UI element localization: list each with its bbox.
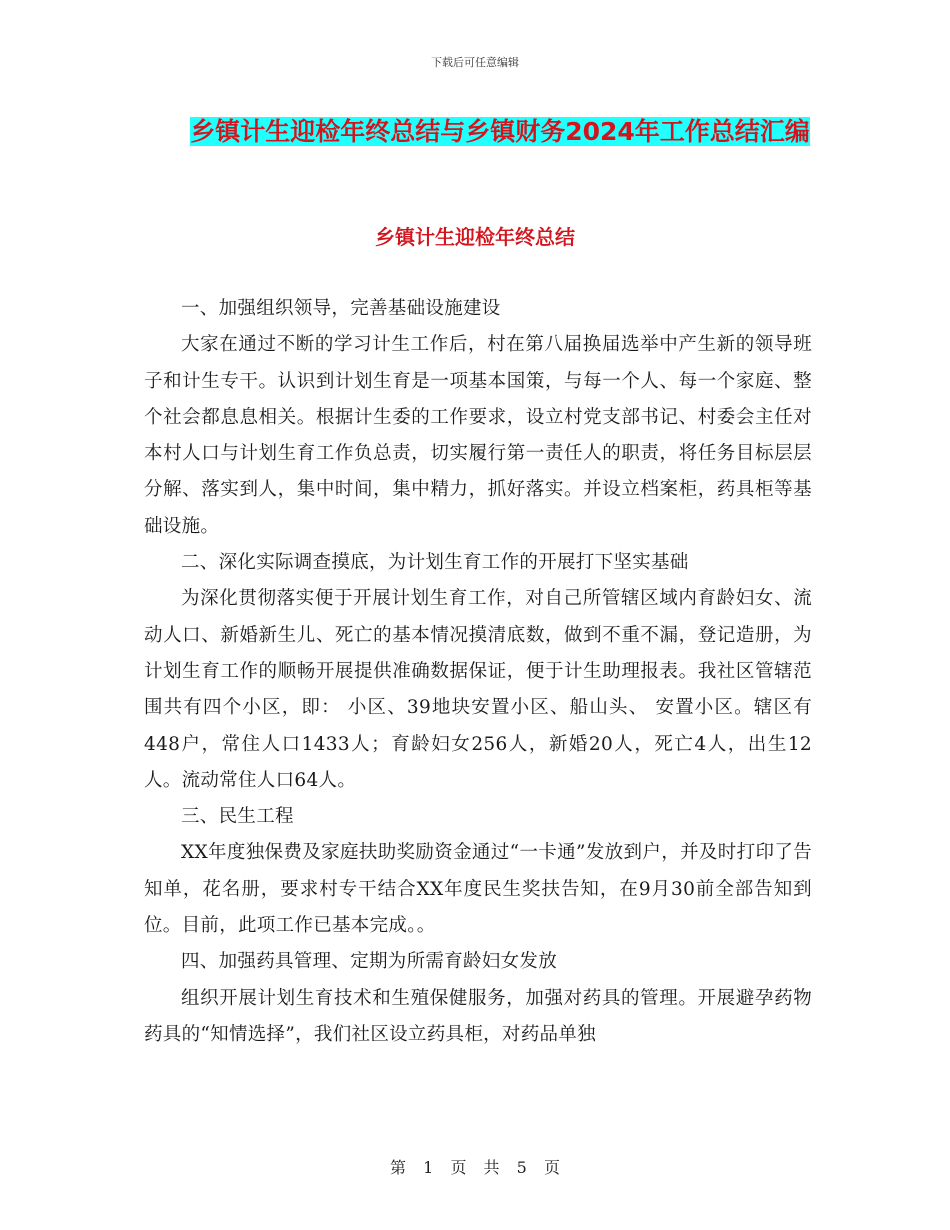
page-footer [0,1155,950,1178]
total-unit: 页 [543,1158,560,1177]
heading-4: 四、加强药具管理、定期为所需育龄妇女发放 [181,951,558,973]
section-title: 乡镇计生迎检年终总结 [375,225,575,249]
header-note: 下载后可任意编辑 [431,56,519,69]
page-label: 第 [390,1158,407,1177]
total-label: 共 [483,1158,500,1177]
heading-2: 二、深化实际调查摸底，为计划生育工作的开展打下坚实基础 [181,552,689,574]
document-body [144,291,812,1053]
paragraph-4: 组织开展计划生育技术和生殖保健服务，加强对药具的管理。开展避孕药物药具的“知情选择”，我们社区设立药具柜，对药品单独 [144,987,812,1045]
heading-3: 三、民生工程 [181,806,294,828]
document-title [140,108,860,156]
page-unit: 页 [450,1158,467,1177]
heading-1: 一、加强组织领导，完善基础设施建设 [181,298,501,319]
paragraph-1: 大家在通过不断的学习计生工作后，村在第八届换届选举中产生新的领导班子和计生专干。认识到计划生育是一项基本国策，与每一个人、每一个家庭、整个社会都息息相关。根据计生委的工作要求，设立村党支部书记、村委会主任对本村人口与计划生育工作负总责，切实履行第一责任人的职责，将任务目标层层分解、落实到人，集中时间，集中精力，抓好落实。并设立档案柜，药具柜等基础设施。 [144,334,812,537]
total-pages: 5 [516,1158,527,1177]
document-title-text: 乡镇计生迎检年终总结与乡镇财务2024年工作总结汇编 [190,117,810,146]
paragraph-3: XX年度独保费及家庭扶助奖励资金通过“一卡通”发放到户，并及时打印了告知单，花名册，要求村专干结合XX年度民生奖扶告知，在9月30前全部告知到位。目前，此项工作已基本完成。。 [144,842,812,937]
page-number: 1 [423,1158,434,1177]
paragraph-2: 为深化贯彻落实便于开展计划生育工作，对自己所管辖区域内育龄妇女、流动人口、新婚新生儿、死亡的基本情况摸清底数，做到不重不漏，登记造册，为计划生育工作的顺畅开展提供准确数据保证，便于计生助理报表。我社区管辖范围共有四个小区，即： 小区、39地块安置小区、船山头、 安置小区。辖区有448户，常住人口1433人；育龄妇女256人，新婚20人，死亡4人，出生12人。流动常住人口64人。 [144,588,812,791]
